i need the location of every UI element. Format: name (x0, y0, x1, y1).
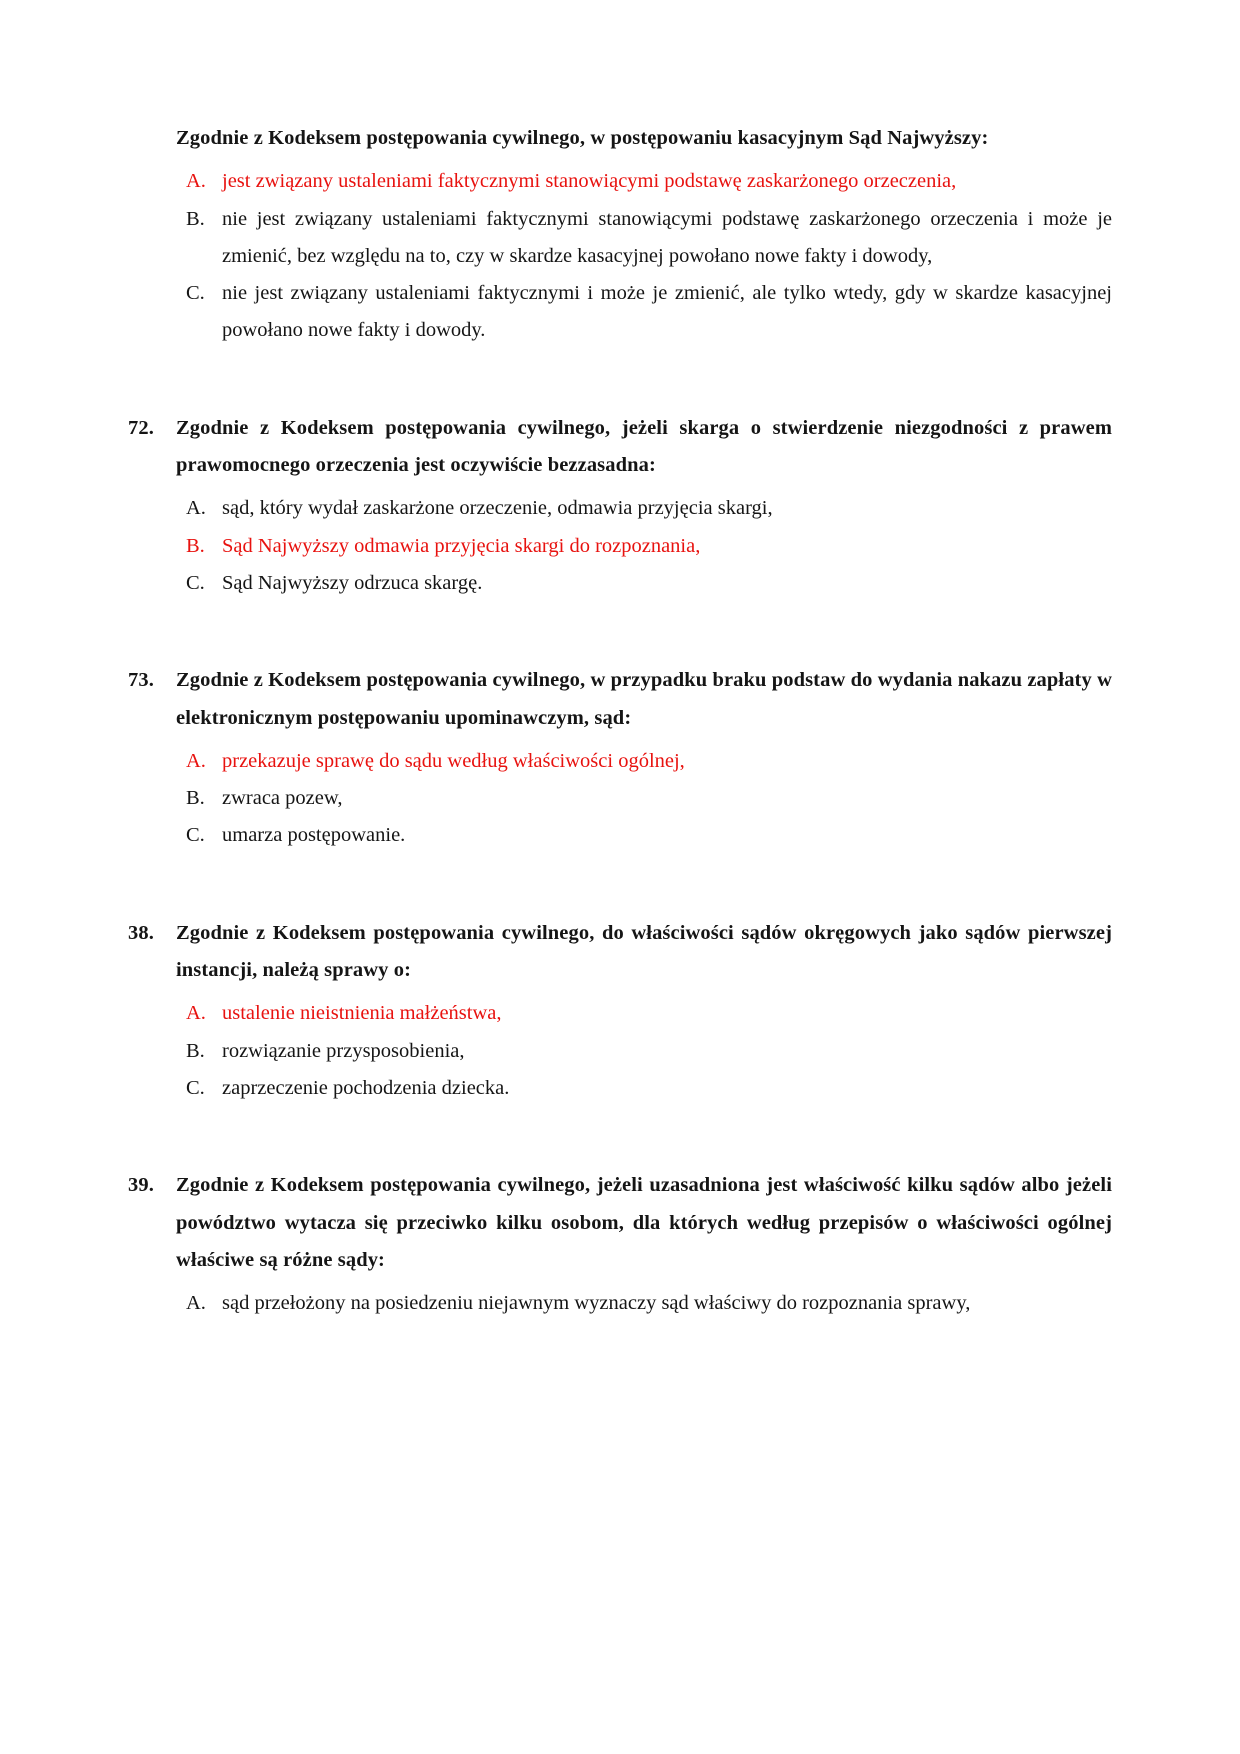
option-letter: B. (186, 534, 205, 557)
option-letter: B. (186, 207, 205, 230)
option-text: Sąd Najwyższy odmawia przyjęcia skargi do rozpoznania, (222, 534, 701, 557)
answer-option-c[interactable] (186, 565, 1112, 602)
question-heading (128, 915, 1112, 990)
answer-option-c[interactable] (186, 817, 1112, 854)
option-letter: C. (186, 1076, 205, 1099)
option-letter: A. (186, 1002, 206, 1025)
option-text: rozwiązanie przysposobienia, (222, 1039, 465, 1062)
option-text: nie jest związany ustaleniami faktycznymi i może je zmienić, ale tylko wtedy, gdy w skardze kasacyjnej powołano nowe fakty i dowody. (222, 282, 1112, 342)
option-text: zaprzeczenie pochodzenia dziecka. (222, 1076, 510, 1099)
answer-option-b[interactable] (186, 780, 1112, 817)
block-spacer (128, 1141, 1112, 1167)
question-number: 73. (128, 669, 154, 692)
question-text: Zgodnie z Kodeksem postępowania cywilnego, do właściwości sądów okręgowych jako sądów pierwszej instancji, należą sprawy o: (176, 921, 1112, 982)
answer-options (128, 1285, 1112, 1322)
question-block (128, 662, 1112, 854)
option-text: nie jest związany ustaleniami faktycznymi stanowiącymi podstawę zaskarżonego orzeczenia i może je zmienić, bez względu na to, czy w skardze kasacyjnej powołano nowe fakty i dowody, (222, 207, 1112, 267)
answer-option-a[interactable] (186, 995, 1112, 1032)
answer-option-a[interactable] (186, 163, 1112, 200)
question-number: 39. (128, 1174, 154, 1197)
option-letter: A. (186, 749, 206, 772)
option-letter: B. (186, 787, 205, 810)
answer-options (128, 743, 1112, 855)
question-block (128, 1167, 1112, 1322)
question-block (128, 915, 1112, 1107)
question-block (128, 120, 1112, 350)
option-text: sąd przełożony na posiedzeniu niejawnym wyznaczy sąd właściwy do rozpoznania sprawy, (222, 1292, 971, 1315)
question-number: 72. (128, 416, 154, 439)
question-block (128, 410, 1112, 602)
answer-option-a[interactable] (186, 490, 1112, 527)
answer-option-b[interactable] (186, 201, 1112, 276)
question-text: Zgodnie z Kodeksem postępowania cywilnego, w przypadku braku podstaw do wydania nakazu zapłaty w elektronicznym postępowaniu upominawczym, sąd: (176, 669, 1112, 729)
option-letter: C. (186, 282, 205, 305)
answer-options (128, 163, 1112, 349)
question-heading (128, 120, 1112, 157)
answer-option-c[interactable] (186, 275, 1112, 350)
question-heading (128, 1167, 1112, 1279)
question-text: Zgodnie z Kodeksem postępowania cywilnego, jeżeli skarga o stwierdzenie niezgodności z prawem prawomocnego orzeczenia jest oczywiście bezzasadna: (176, 416, 1112, 477)
option-text: ustalenie nieistnienia małżeństwa, (222, 1002, 502, 1025)
block-spacer (128, 636, 1112, 662)
option-text: jest związany ustaleniami faktycznymi stanowiącymi podstawę zaskarżonego orzeczenia, (222, 170, 957, 193)
option-letter: B. (186, 1039, 205, 1062)
option-text: zwraca pozew, (222, 787, 343, 810)
block-spacer (128, 889, 1112, 915)
option-letter: A. (186, 497, 206, 520)
question-text: Zgodnie z Kodeksem postępowania cywilnego, w postępowaniu kasacyjnym Sąd Najwyższy: (176, 127, 989, 149)
answer-option-b[interactable] (186, 1033, 1112, 1070)
option-letter: A. (186, 170, 206, 193)
answer-option-a[interactable] (186, 1285, 1112, 1322)
option-letter: C. (186, 824, 205, 847)
option-letter: C. (186, 571, 205, 594)
option-text: przekazuje sprawę do sądu według właściwości ogólnej, (222, 749, 685, 772)
answer-options (128, 490, 1112, 602)
option-text: sąd, który wydał zaskarżone orzeczenie, odmawia przyjęcia skargi, (222, 497, 773, 520)
answer-options (128, 995, 1112, 1107)
question-heading (128, 662, 1112, 737)
answer-option-b[interactable] (186, 528, 1112, 565)
question-text: Zgodnie z Kodeksem postępowania cywilnego, jeżeli uzasadniona jest właściwość kilku sądów albo jeżeli powództwo wytacza się przeciwko kilku osobom, dla których według przepisów o właściwości ogólnej właściwe są różne sądy: (176, 1174, 1112, 1271)
block-spacer (128, 384, 1112, 410)
answer-option-c[interactable] (186, 1070, 1112, 1107)
option-text: umarza postępowanie. (222, 824, 406, 847)
option-letter: A. (186, 1292, 206, 1315)
question-number: 38. (128, 921, 154, 944)
question-heading (128, 410, 1112, 485)
option-text: Sąd Najwyższy odrzuca skargę. (222, 571, 483, 594)
answer-option-a[interactable] (186, 743, 1112, 780)
